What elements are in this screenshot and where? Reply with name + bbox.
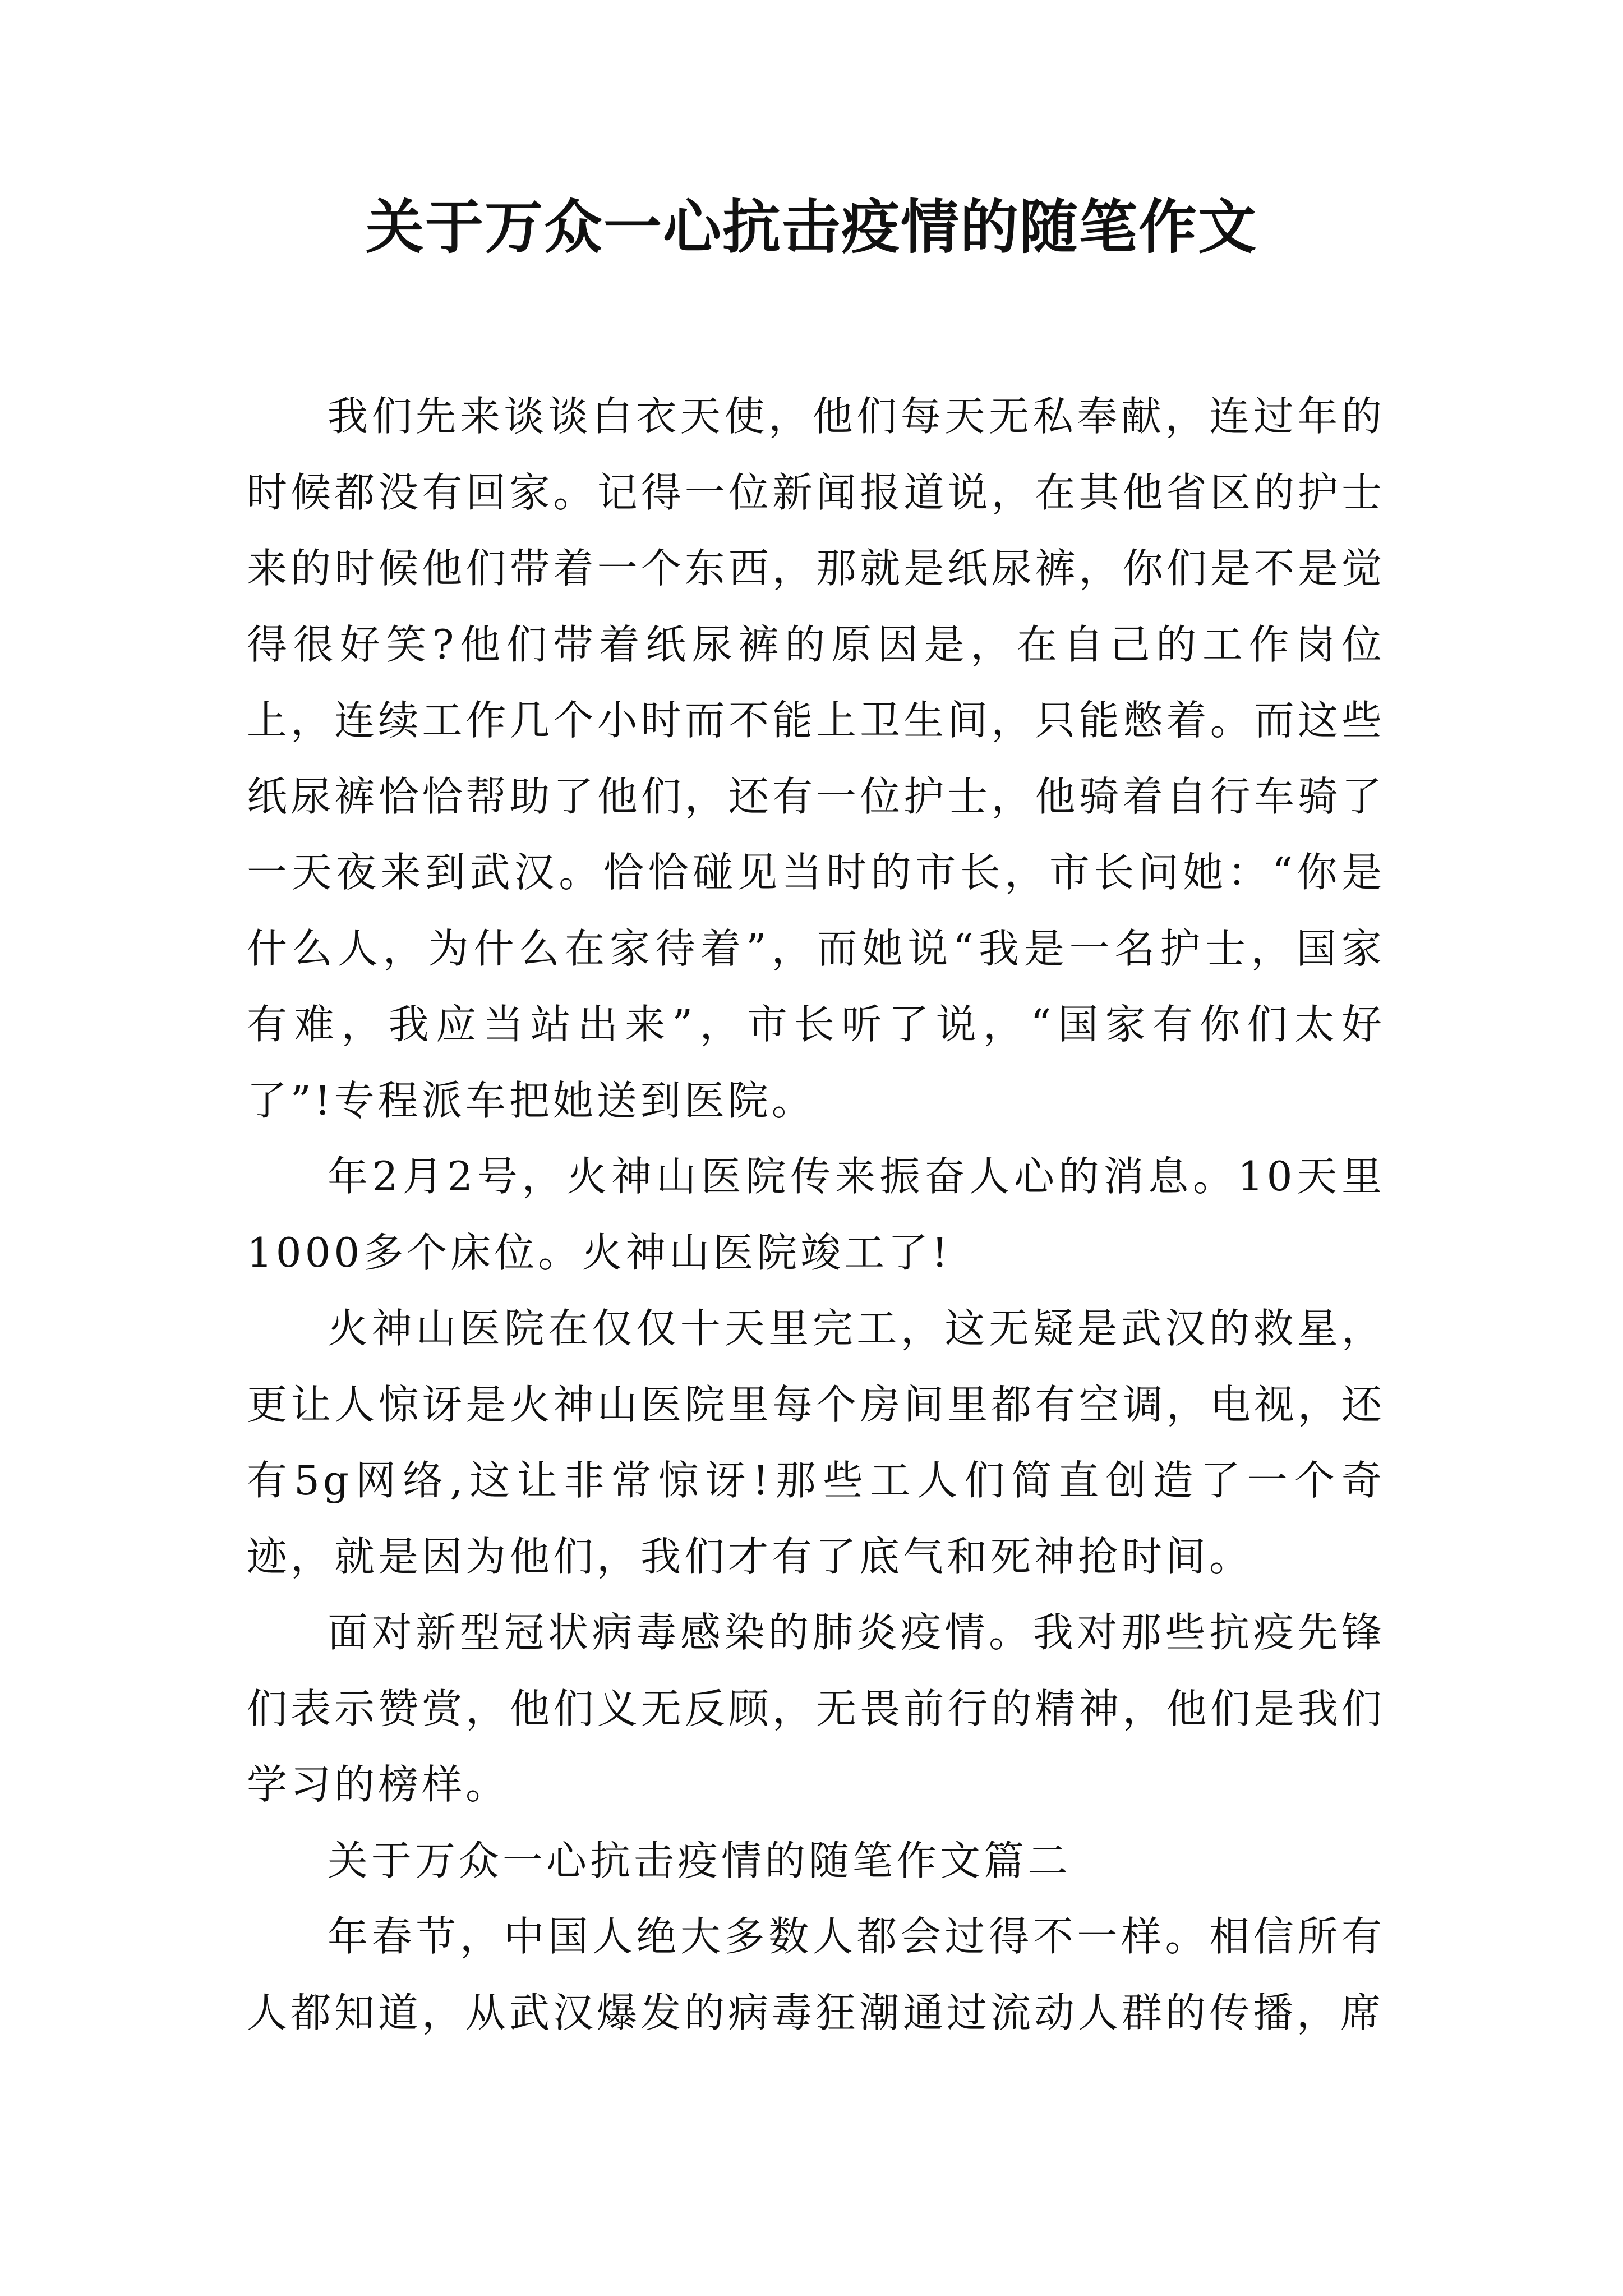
paragraph: 年春节，中国人绝大多数人都会过得不一样。相信所有人都知道，从武汉爆发的病毒狂潮通过流动人群的传播，席 bbox=[247, 1913, 1385, 2036]
section-heading: 关于万众一心抗击疫情的随笔作文篇二 bbox=[328, 1837, 1072, 1884]
document-title: 关于万众一心抗击疫情的随笔作文 bbox=[365, 192, 1257, 261]
paragraph: 年2月2号，火神山医院传来振奋人心的消息。10天里1000多个床位。火神山医院竣工了! bbox=[247, 1153, 1385, 1276]
paragraph: 面对新型冠状病毒感染的肺炎疫情。我对那些抗疫先锋们表示赞赏，他们义无反顾，无畏前行的精神，他们是我们学习的榜样。 bbox=[247, 1609, 1385, 1808]
paragraph: 我们先来谈谈白衣天使，他们每天无私奉献，连过年的时候都没有回家。记得一位新闻报道说，在其他省区的护士来的时候他们带着一个东西，那就是纸尿裤，你们是不是觉得很好笑?他们带着纸尿裤的原因是，在自己的工作岗位上，连续工作几个小时而不能上卫生间，只能憋着。而这些纸尿裤恰恰帮助了他们，还有一位护士，他骑着自行车骑了一天夜来到武汉。恰恰碰见当时的市长，市长问她：“你是什么人，为什么在家待着”，而她说“我是一名护士，国家有难，我应当站出来”，市长听了说，“国家有你们太好了”!专程派车把她送到医院。 bbox=[247, 393, 1385, 1124]
document-body bbox=[247, 379, 1385, 2051]
paragraph: 火神山医院在仅仅十天里完工，这无疑是武汉的救星，更让人惊讶是火神山医院里每个房间里都有空调，电视，还有5g网络,这让非常惊讶!那些工人们简直创造了一个奇迹，就是因为他们，我们才有了底气和死神抢时间。 bbox=[247, 1305, 1385, 1580]
